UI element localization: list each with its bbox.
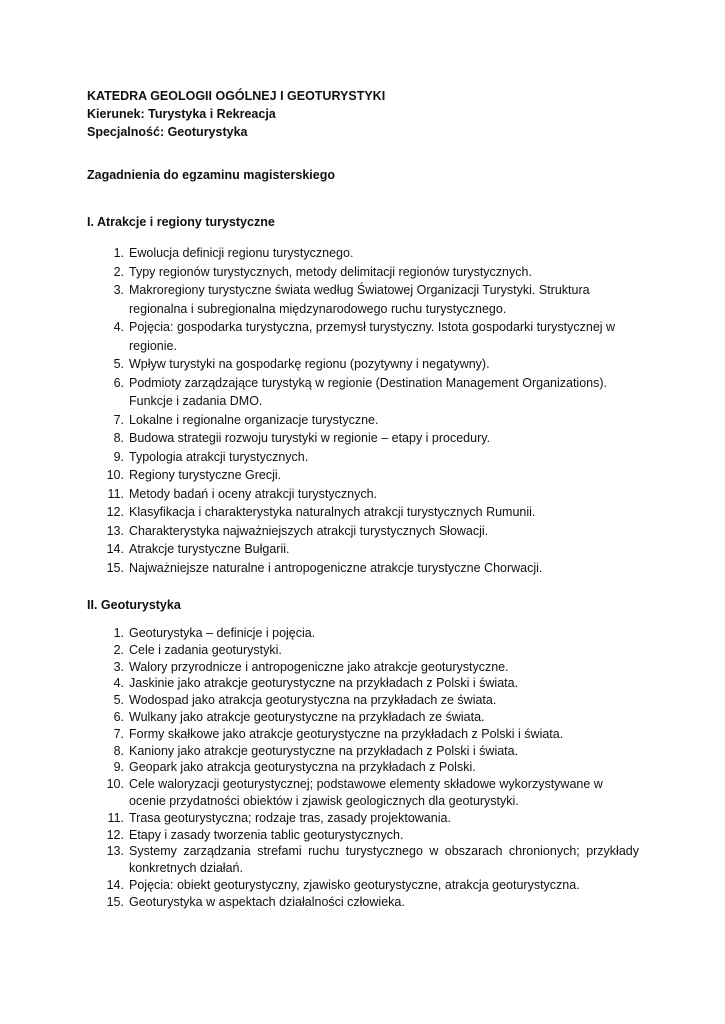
- item-number: 3.: [113, 283, 124, 297]
- list-item: [87, 540, 639, 559]
- list-item: [87, 877, 639, 894]
- item-number: 8.: [113, 431, 124, 445]
- item-number: 5.: [113, 357, 124, 371]
- list-item: [87, 843, 639, 877]
- list-item: [87, 675, 639, 692]
- item-number: 10.: [106, 777, 124, 792]
- list-item: [87, 263, 639, 282]
- specialization: Specjalność: Geoturystyka: [87, 125, 248, 139]
- section-list-geotourism: [87, 625, 639, 911]
- list-item: [87, 827, 639, 844]
- item-text: Wulkany jako atrakcje geoturystyczne na przykładach ze świata.: [129, 709, 485, 724]
- item-text: Atrakcje turystyczne Bułgarii.: [129, 542, 290, 556]
- list-item: [87, 726, 639, 743]
- list-item: [87, 759, 639, 776]
- item-text: Najważniejsze naturalne i antropogeniczne atrakcje turystyczne Chorwacji.: [129, 560, 543, 575]
- section-title-geotourism: II. Geoturystyka: [87, 598, 181, 612]
- list-item: [87, 743, 639, 760]
- list-item: [87, 485, 639, 504]
- list-item: [87, 642, 639, 659]
- item-text: Formy skałkowe jako atrakcje geoturystyczne na przykładach z Polski i świata.: [129, 726, 564, 741]
- item-number: 11.: [107, 810, 124, 825]
- item-text: Makroregiony turystyczne świata według Światowej Organizacji Turystyki. Struktura regionalna i subregionalna międzynarodowego ruchu turystycznego.: [129, 283, 590, 316]
- item-text: Pojęcia: gospodarka turystyczna, przemysł turystyczny. Istota gospodarki turystycznej w regionie.: [129, 320, 616, 353]
- list-item: [87, 692, 639, 709]
- list-item: [87, 281, 639, 318]
- item-text: Budowa strategii rozwoju turystyki w regionie – etapy i procedury.: [129, 431, 491, 445]
- item-text: Geoturystyka w aspektach działalności człowieka.: [129, 894, 405, 909]
- list-item: [87, 466, 639, 485]
- item-text: Typologia atrakcji turystycznych.: [129, 449, 309, 464]
- list-item: [87, 503, 639, 522]
- list-item: [87, 429, 639, 448]
- item-number: 1.: [113, 626, 124, 640]
- item-number: 8.: [113, 743, 124, 758]
- exam-title: Zagadnienia do egzaminu magisterskiego: [87, 168, 335, 182]
- item-number: 1.: [113, 246, 124, 260]
- department-name: KATEDRA GEOLOGII OGÓLNEJ I GEOTURYSTYKI: [87, 89, 386, 103]
- item-number: 13.: [106, 844, 124, 859]
- item-text: Ewolucja definicji regionu turystycznego.: [129, 246, 354, 260]
- list-item: [87, 318, 639, 355]
- item-text: Typy regionów turystycznych, metody delimitacji regionów turystycznych.: [129, 264, 532, 279]
- item-text: Geoturystyka – definicje i pojęcia.: [129, 626, 316, 640]
- item-number: 5.: [113, 693, 124, 708]
- list-item: [87, 776, 639, 810]
- list-item: [87, 625, 639, 642]
- list-item: [87, 659, 639, 676]
- list-item: [87, 244, 639, 263]
- list-item: [87, 559, 639, 578]
- item-text: Trasa geoturystyczna; rodzaje tras, zasady projektowania.: [129, 810, 451, 825]
- item-text: Walory przyrodnicze i antropogeniczne jako atrakcje geoturystyczne.: [129, 659, 509, 674]
- item-number: 4.: [113, 676, 124, 691]
- item-text: Regiony turystyczne Grecji.: [129, 468, 282, 482]
- item-text: Systemy zarządzania strefami ruchu turystycznego w obszarach chronionych; przykłady konkretnych działań.: [129, 844, 639, 876]
- item-number: 14.: [106, 542, 124, 556]
- list-item: [87, 810, 639, 827]
- item-number: 7.: [113, 726, 124, 741]
- list-item: [87, 894, 639, 911]
- item-text: Wpływ turystyki na gospodarkę regionu (pozytywny i negatywny).: [129, 357, 490, 371]
- item-text: Pojęcia: obiekt geoturystyczny, zjawisko geoturystyczne, atrakcja geoturystyczna.: [129, 877, 580, 892]
- item-number: 3.: [113, 659, 124, 674]
- item-number: 10.: [106, 468, 124, 482]
- item-text: Jaskinie jako atrakcje geoturystyczne na przykładach z Polski i świata.: [129, 676, 519, 691]
- field-of-study: Kierunek: Turystyka i Rekreacja: [87, 107, 276, 121]
- list-item: [87, 355, 639, 374]
- item-text: Kaniony jako atrakcje geoturystyczne na przykładach z Polski i świata.: [129, 743, 519, 758]
- item-number: 2.: [113, 642, 124, 657]
- list-item: [87, 522, 639, 541]
- document-header: [87, 87, 385, 141]
- item-number: 13.: [106, 523, 124, 538]
- item-number: 9.: [113, 760, 124, 775]
- item-text: Lokalne i regionalne organizacje turystyczne.: [129, 412, 379, 427]
- item-text: Metody badań i oceny atrakcji turystycznych.: [129, 486, 378, 501]
- item-number: 12.: [106, 827, 124, 842]
- item-text: Klasyfikacja i charakterystyka naturalnych atrakcji turystycznych Rumunii.: [129, 505, 536, 519]
- item-number: 11.: [107, 486, 124, 501]
- item-number: 6.: [113, 375, 124, 390]
- item-number: 6.: [113, 709, 124, 724]
- item-number: 14.: [106, 877, 124, 892]
- item-text: Cele i zadania geoturystyki.: [129, 642, 282, 657]
- item-number: 7.: [113, 412, 124, 427]
- item-text: Cele waloryzacji geoturystycznej; podstawowe elementy składowe wykorzystywane w ocenie przydatności obiektów i zjawisk geologicznych dla geoturystyki.: [129, 777, 603, 808]
- item-number: 9.: [113, 449, 124, 464]
- item-text: Geopark jako atrakcja geoturystyczna na przykładach z Polski.: [129, 760, 476, 775]
- item-number: 15.: [106, 560, 124, 575]
- item-text: Wodospad jako atrakcja geoturystyczna na przykładach ze świata.: [129, 693, 497, 708]
- item-text: Podmioty zarządzające turystyką w regionie (Destination Management Organizations). Funkcje i zadania DMO.: [129, 375, 608, 408]
- list-item: [87, 374, 639, 411]
- item-number: 2.: [113, 264, 124, 279]
- section-list-attractions: [87, 244, 639, 577]
- section-title-attractions: I. Atrakcje i regiony turystyczne: [87, 215, 275, 229]
- item-text: Etapy i zasady tworzenia tablic geoturystycznych.: [129, 827, 404, 842]
- list-item: [87, 709, 639, 726]
- item-number: 4.: [113, 320, 124, 334]
- item-number: 15.: [106, 894, 124, 909]
- list-item: [87, 448, 639, 467]
- list-item: [87, 411, 639, 430]
- item-number: 12.: [106, 505, 124, 519]
- item-text: Charakterystyka najważniejszych atrakcji turystycznych Słowacji.: [129, 523, 489, 538]
